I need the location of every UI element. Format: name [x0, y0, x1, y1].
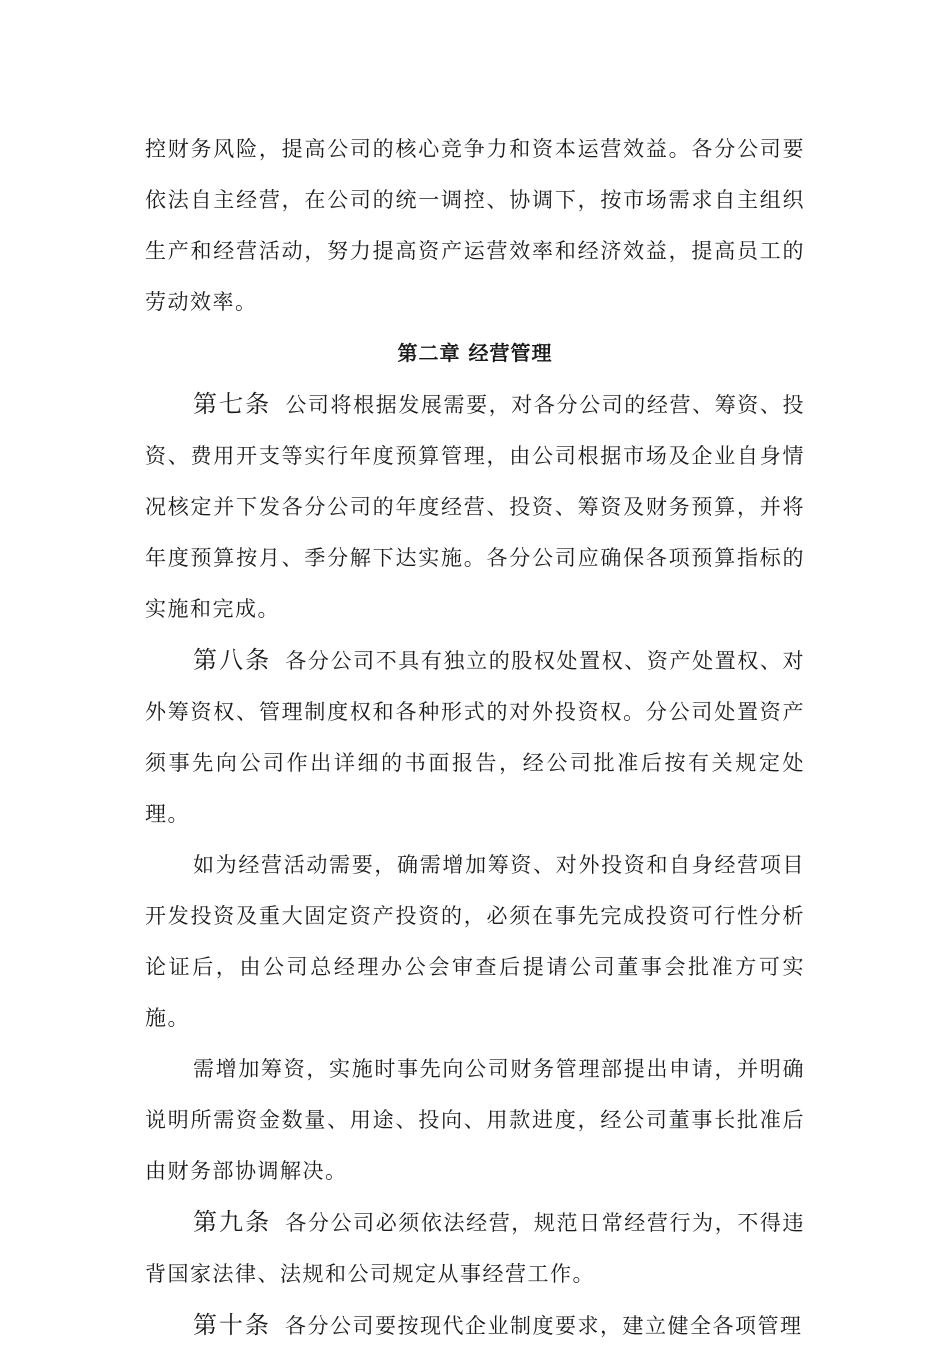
chapter-heading: 第二章 经营管理 — [397, 341, 553, 365]
article-7-number: 第七条 — [193, 390, 272, 418]
article-8-text: 各分公司不具有独立的股权处置权、资产处置权、对外筹资权、管理制度权和各种形式的对外投资权。分公司处置资产须事先向公司作出详细的书面报告，经公司批准后按有关规定处理。 — [145, 649, 806, 826]
article-7 — [145, 379, 805, 635]
intro-paragraph: 控财务风险，提高公司的核心竞争力和资本运营效益。各分公司要依法自主经营，在公司的统一调控、协调下，按市场需求自主组织生产和经营活动，努力提高资产运营效率和经济效益，提高员工的劳动效率。 — [145, 137, 805, 314]
article-8-number: 第八条 — [193, 646, 272, 674]
article-7-text: 公司将根据发展需要，对各分公司的经营、筹资、投资、费用开支等实行年度预算管理，由公司根据市场及企业自身情况核定并下发各分公司的年度经营、投资、筹资及财务预算，并将年度预算按月、季分解下达实施。各分公司应确保各项预算指标的实施和完成。 — [145, 393, 806, 621]
article-8-paragraph-3: 需增加筹资，实施时事先向公司财务管理部提出申请，并明确说明所需资金数量、用途、投向、用款进度，经公司董事长批准后由财务部协调解决。 — [145, 1057, 805, 1183]
article-10-text: 各分公司要按现代企业制度要求，建立健全各项管理 — [285, 1314, 803, 1338]
document-body — [145, 124, 805, 1352]
article-10 — [145, 1300, 805, 1352]
article-9 — [145, 1197, 805, 1300]
article-8-paragraph-2: 如为经营活动需要，确需增加筹资、对外投资和自身经营项目开发投资及重大固定资产投资的，必须在事先完成投资可行性分析论证后，由公司总经理办公会审查后提请公司董事会批准方可实施。 — [145, 853, 805, 1030]
article-10-number: 第十条 — [193, 1311, 271, 1339]
article-8 — [145, 635, 805, 840]
article-9-number: 第九条 — [193, 1208, 272, 1236]
article-9-text: 各分公司必须依法经营，规范日常经营行为，不得违背国家法律、法规和公司规定从事经营工作。 — [145, 1211, 806, 1286]
